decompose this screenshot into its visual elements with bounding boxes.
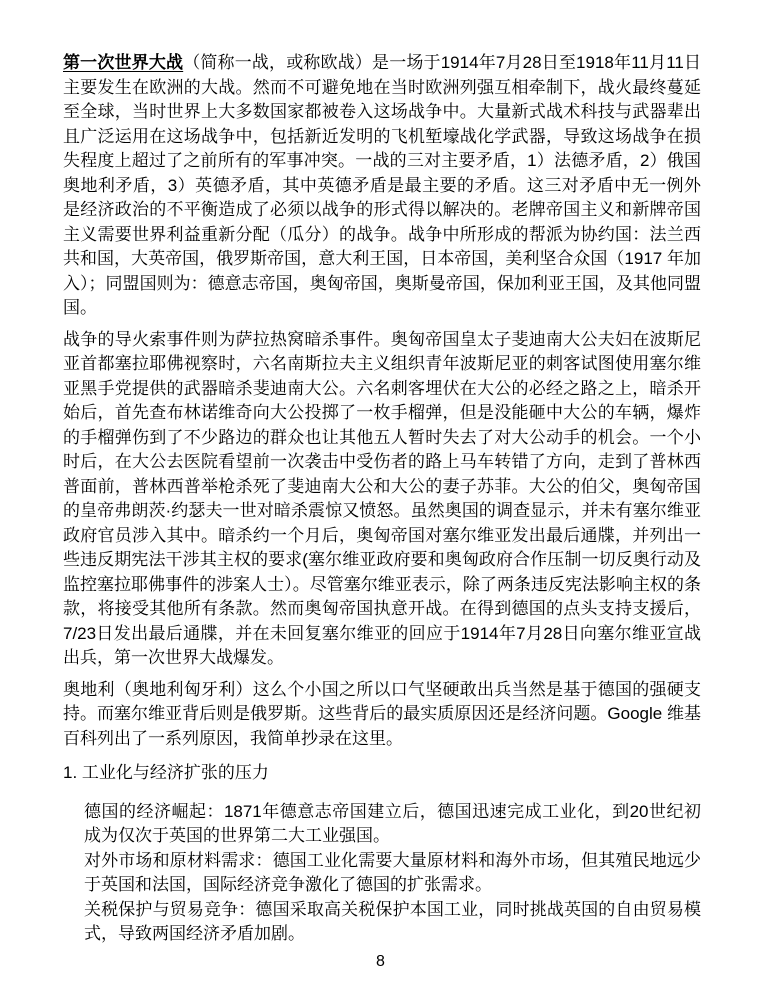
paragraph-intro-text: （简称一战，或称欧战）是一场于1914年7月28日至1918年11月11日主要发生在欧洲的大战。然而不可避免地在当时欧洲列强互相牵制下，战火最终蔓延至全球，当时世界上大多数国家都被卷入这场战争中。大量新式战术科技与武器辈出且广泛运用在这场战争中，包括新近发明的飞机堑壕战化学武器，导致这场战争在损失程度上超过了之前所有的军事冲突。一战的三对主要矛盾，1）法德矛盾，2）俄国奥地利矛盾，3）英德矛盾，其中英德矛盾是最主要的矛盾。这三对矛盾中无一例外是经济政治的不平衡造成了必须以战争的形式得以解决的。老牌帝国主义和新牌帝国主义需要世界利益重新分配（瓜分）的战争。战争中所形成的帮派为协约国：法兰西共和国，大英帝国，俄罗斯帝国，意大利王国，日本帝国，美利坚合众国（1917 年加入）；同盟国则为：德意志帝国，奥匈帝国，奥斯曼帝国，保加利亚王国，及其他同盟国。: [63, 53, 702, 317]
paragraph-intro: [63, 51, 701, 321]
section-item-german-economic-rise: 德国的经济崛起：1871年德意志帝国建立后，德国迅速完成工业化，到20世纪初成为仅次于英国的世界第二大工业强国。: [84, 801, 701, 845]
section-item-list: [63, 800, 701, 947]
section-item-tariff-trade-competition: 关税保护与贸易竞争：德国采取高关税保护本国工业，同时挑战英国的自由贸易模式，导致两国经济矛盾加剧。: [84, 899, 701, 943]
article-title-term: 第一次世界大战: [63, 53, 184, 72]
page-number: 8: [376, 953, 385, 970]
article-body: [63, 51, 701, 947]
section-heading-industrialization: 1. 工业化与经济扩张的压力: [63, 763, 269, 782]
section-item-markets-raw-materials: 对外市场和原材料需求：德国工业化需要大量原材料和海外市场，但其殖民地远少于英国和法国，国际经济竞争激化了德国的扩张需求。: [84, 850, 701, 894]
paragraph-background: 奥地利（奥地利匈牙利）这么个小国之所以口气坚硬敢出兵当然是基于德国的强硬支持。而塞尔维亚背后则是俄罗斯。这些背后的最实质原因还是经济问题。Google 维基百科列出了一系列原因，我简单抄录在这里。: [63, 679, 701, 748]
paragraph-assassination: 战争的导火索事件则为萨拉热窝暗杀事件。奥匈帝国皇太子斐迪南大公夫妇在波斯尼亚首都塞拉耶佛视察时，六名南斯拉夫主义组织青年波斯尼亚的刺客试图使用塞尔维亚黑手党提供的武器暗杀斐迪南大公。六名刺客埋伏在大公的必经之路之上，暗杀开始后，首先查布林诺维奇向大公投掷了一枚手榴弹，但是没能砸中大公的车辆，爆炸的手榴弹伤到了不少路边的群众也让其他五人暂时失去了对大公动手的机会。一个小时后，在大公去医院看望前一次袭击中受伤者的路上马车转错了方向，走到了普林西普面前，普林西普举枪杀死了斐迪南大公和大公的妻子苏菲。大公的伯父，奥匈帝国的皇帝弗朗茨·约瑟夫一世对暗杀震惊又愤怒。虽然奥国的调查显示，并未有塞尔维亚政府官员涉入其中。暗杀约一个月后，奥匈帝国对塞尔维亚发出最后通牒，并列出一些违反期宪法干涉其主权的要求(塞尔维亚政府要和奥匈政府合作压制一切反奥行动及监控塞拉耶佛事件的涉案人士）。尽管塞尔维亚表示，除了两条违反宪法影响主权的条款，将接受其他所有条款。然而奥匈帝国执意开战。在得到德国的点头支持支援后，7/23日发出最后通牒，并在未回复塞尔维亚的回应于1914年7月28日向塞尔维亚宣战出兵，第一次世界大战爆发。: [63, 329, 701, 667]
